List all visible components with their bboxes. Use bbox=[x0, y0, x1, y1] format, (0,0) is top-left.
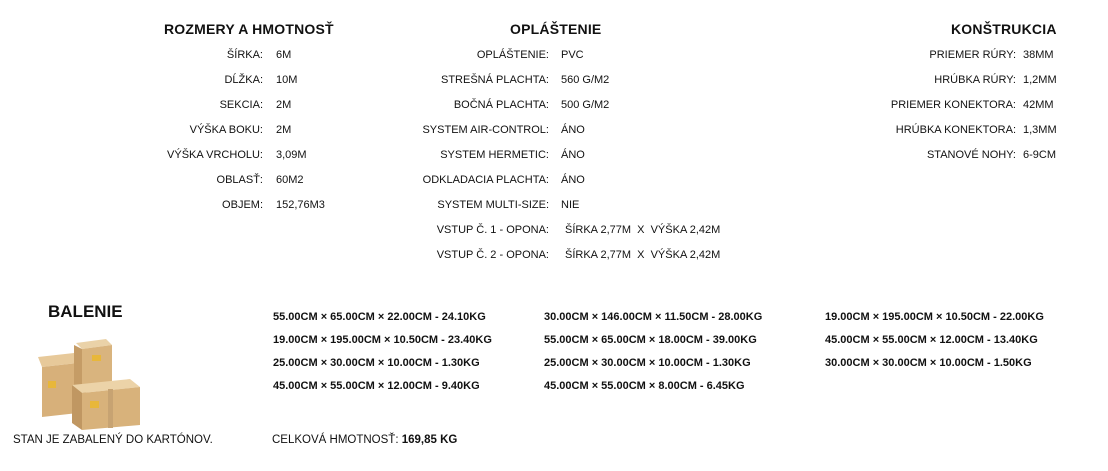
total-weight-value: 169,85 KG bbox=[401, 434, 458, 446]
package-item: 19.00CM × 195.00CM × 10.50CM - 22.00KG bbox=[825, 311, 1044, 323]
package-item: 55.00CM × 65.00CM × 18.00CM - 39.00KG bbox=[544, 334, 757, 346]
package-item: 19.00CM × 195.00CM × 10.50CM - 23.40KG bbox=[273, 334, 492, 346]
konstrukcia-label: PRIEMER RÚRY: bbox=[929, 49, 1016, 61]
konstrukcia-value: 6-9CM bbox=[1023, 149, 1057, 161]
total-weight bbox=[272, 434, 457, 446]
balenie-caption: STAN JE ZABALENÝ DO KARTÓNOV. bbox=[13, 434, 213, 446]
oplastenie-label: BOČNÁ PLACHTA: bbox=[453, 99, 549, 111]
oplastenie-label: SYSTEM HERMETIC: bbox=[440, 149, 549, 161]
package-item: 45.00CM × 55.00CM × 12.00CM - 13.40KG bbox=[825, 334, 1038, 346]
rozmery-value: 2M bbox=[276, 99, 292, 111]
package-item: 25.00CM × 30.00CM × 10.00CM - 1.30KG bbox=[273, 357, 480, 369]
konstrukcia-value: 38MM bbox=[1023, 49, 1054, 61]
section-title-oplastenie: OPLÁŠTENIE bbox=[510, 21, 602, 37]
section-title-balenie: BALENIE bbox=[48, 302, 123, 321]
konstrukcia-label: HRÚBKA RÚRY: bbox=[934, 74, 1016, 86]
rozmery-value: 2M bbox=[276, 124, 292, 136]
package-item: 30.00CM × 30.00CM × 10.00CM - 1.50KG bbox=[825, 357, 1032, 369]
rozmery-value: 10M bbox=[276, 74, 298, 86]
oplastenie-label: OPLÁŠTENIE: bbox=[476, 49, 549, 61]
konstrukcia-value: 42MM bbox=[1023, 99, 1054, 111]
rozmery-label: DĹŽKA: bbox=[224, 74, 263, 86]
rozmery-label: SEKCIA: bbox=[219, 99, 263, 111]
oplastenie-value: 500 G/M2 bbox=[561, 99, 610, 111]
package-item: 55.00CM × 65.00CM × 22.00CM - 24.10KG bbox=[273, 311, 486, 323]
konstrukcia-label: PRIEMER KONEKTORA: bbox=[890, 99, 1016, 111]
package-item: 30.00CM × 146.00CM × 11.50CM - 28.00KG bbox=[544, 311, 763, 323]
oplastenie-label: VSTUP Č. 1 - OPONA: bbox=[436, 224, 549, 236]
oplastenie-value: 560 G/M2 bbox=[561, 74, 610, 86]
rozmery-label: VÝŠKA BOKU: bbox=[189, 124, 263, 136]
oplastenie-label: STREŠNÁ PLACHTA: bbox=[441, 74, 549, 86]
oplastenie-label: ODKLADACIA PLACHTA: bbox=[422, 174, 549, 186]
package-item: 45.00CM × 55.00CM × 12.00CM - 9.40KG bbox=[273, 380, 480, 392]
oplastenie-value: ÁNO bbox=[561, 149, 585, 161]
package-item: 25.00CM × 30.00CM × 10.00CM - 1.30KG bbox=[544, 357, 751, 369]
konstrukcia-value: 1,3MM bbox=[1023, 124, 1057, 136]
oplastenie-value: ÁNO bbox=[561, 124, 585, 136]
rozmery-value: 3,09M bbox=[276, 149, 307, 161]
total-weight-label: CELKOVÁ HMOTNOSŤ: bbox=[272, 434, 399, 446]
konstrukcia-label: STANOVÉ NOHY: bbox=[926, 149, 1016, 161]
oplastenie-label: SYSTEM AIR-CONTROL: bbox=[422, 124, 549, 136]
konstrukcia-label: HRÚBKA KONEKTORA: bbox=[895, 124, 1016, 136]
oplastenie-label: VSTUP Č. 2 - OPONA: bbox=[436, 249, 549, 261]
rozmery-label: OBLASŤ: bbox=[216, 174, 263, 186]
oplastenie-value: ÁNO bbox=[561, 174, 585, 186]
oplastenie-label: SYSTEM MULTI-SIZE: bbox=[437, 199, 549, 211]
cardboard-boxes-icon bbox=[34, 333, 146, 431]
oplastenie-value: PVC bbox=[561, 49, 584, 61]
oplastenie-value: ŠÍRKA 2,77M X VÝŠKA 2,42M bbox=[565, 249, 721, 261]
rozmery-label: OBJEM: bbox=[222, 199, 263, 211]
package-item: 45.00CM × 55.00CM × 8.00CM - 6.45KG bbox=[544, 380, 745, 392]
rozmery-value: 6M bbox=[276, 49, 292, 61]
rozmery-label: VÝŠKA VRCHOLU: bbox=[167, 149, 263, 161]
rozmery-value: 152,76M3 bbox=[276, 199, 325, 211]
rozmery-value: 60M2 bbox=[276, 174, 304, 186]
rozmery-label: ŠÍRKA: bbox=[226, 49, 263, 61]
konstrukcia-value: 1,2MM bbox=[1023, 74, 1057, 86]
section-title-konstrukcia: KONŠTRUKCIA bbox=[951, 21, 1057, 37]
oplastenie-value: ŠÍRKA 2,77M X VÝŠKA 2,42M bbox=[565, 224, 721, 236]
oplastenie-value: NIE bbox=[561, 199, 580, 211]
section-title-rozmery: ROZMERY A HMOTNOSŤ bbox=[164, 21, 334, 37]
